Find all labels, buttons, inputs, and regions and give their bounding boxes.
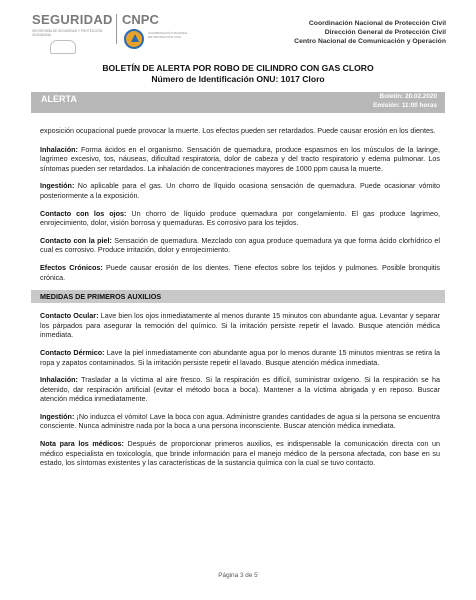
alert-banner [31, 92, 445, 113]
paragraph-text: Lave bien los ojos inmediatamente al menos durante 15 minutos con abundante agua. Levantar y separar los párpados para asegurar la remoción del químico. Si la irritación persiste repetir el lavado. Busque atención médica inmediata. [40, 311, 440, 340]
paragraph-lead: Ingestión: [40, 181, 75, 191]
paragraph-text: Forma ácidos en el organismo. Sensación de quemadura, produce espasmos en los músculos de la laringe, lagrimeo excesivo, tos, náuseas, dificultad respiratoria, dolor de cabeza y del tracto respiratorio y edema pulmonar. Los síntomas pueden ser retardados. La inhalación de concentraciones mayores de 1000 ppm causa la muerte. [40, 144, 440, 173]
paragraph-lead: Ingestión: [40, 411, 75, 421]
document-subtitle: Número de Identificación ONU: 1017 Cloro [151, 74, 325, 84]
alert-label: ALERTA [41, 94, 77, 104]
paragraph-lead: Nota para los médicos: [40, 439, 124, 449]
paragraph-lead: Contacto Dérmico: [40, 347, 105, 357]
logo-divider [116, 14, 117, 44]
page-number: Página 3 de 5 [218, 572, 258, 579]
paragraph [40, 412, 440, 431]
document-body [40, 126, 440, 476]
section-title: MEDIDAS DE PRIMEROS AUXILIOS [40, 292, 162, 302]
page-header [0, 0, 476, 58]
paragraph-text: Lave la piel inmediatamente con abundante agua por lo menos durante 15 minutos mientras se retira la ropa y zapatos contaminados. Si la irritación persiste repetir el lavado. Busque atención médica inmediata. [40, 347, 440, 367]
section-header [31, 290, 445, 303]
paragraph [40, 145, 440, 174]
logo-seguridad: SEGURIDAD [32, 12, 113, 27]
paragraph-text: Sensación de quemadura. Mezclado con agua produce quemadura ya que forma ácido clorhídrico el cual es corrosivo. Produce irritación, dolor y enrojecimiento. [40, 235, 441, 255]
alert-meta [373, 93, 437, 110]
paragraph [40, 126, 440, 136]
logo-cnpc: CNPC [122, 12, 159, 27]
paragraph-text: exposición ocupacional puede provocar la muerte. Los efectos pueden ser retardados. Puede causar erosión en los dientes. [40, 126, 436, 135]
paragraph-text: No aplicable para el gas. Un chorro de líquido ocasiona sensación de quemadura. Puede ocasionar vómito posteriormente a la exposición. [40, 181, 440, 200]
paragraph [40, 375, 440, 404]
title-block [0, 63, 476, 84]
paragraph-lead: Contacto con la piel: [40, 235, 112, 245]
paragraph-text: Un chorro de líquido produce quemadura por congelamiento. El gas produce lagrimeo, enrojecimiento, dolor, visión borrosa y quemaduras. Es corrosivo para los tejidos. [40, 208, 440, 228]
emission-time: Emisión: 11:00 horas [373, 101, 437, 109]
organization-block [294, 19, 446, 47]
paragraph [40, 209, 440, 228]
paragraph-text: Después de proporcionar primeros auxilios, es indispensable la comunicación directa con un médico especialista en toxicología, que brinde información para el manejo médico de la persona afectada, con base en su estado, los síntomas existentes y las características de la sustancia química con la cual se tuvo contacto. [40, 439, 440, 468]
document-title: BOLETÍN DE ALERTA POR ROBO DE CILINDRO CON GAS CLORO [102, 63, 374, 73]
agency-logos [32, 12, 188, 52]
civil-protection-icon [124, 29, 144, 49]
logo-cnpc-subtitle: COORDINACIÓN NACIONAL DE PROTECCIÓN CIVIL [148, 31, 188, 39]
paragraph [40, 439, 440, 468]
paragraph [40, 311, 440, 340]
paragraph-text: Puede causar erosión de los dientes. Tiene efectos sobre los tejidos y pulmones. Posible bronquitis crónica. [40, 262, 440, 282]
paragraph-text: Trasladar a la víctima al aire fresco. Si la respiración es difícil, suministrar oxígeno. Si la respiración se ha detenido, dar respiración artificial (evitar el método boca a boca). Mantener a la víctima abrigada y en reposo. Buscar atención médica inmediatamente. [40, 375, 440, 404]
paragraph [40, 236, 440, 255]
org-line: Coordinación Nacional de Protección Civil [308, 20, 446, 27]
paragraph-lead: Inhalación: [40, 375, 78, 385]
paragraph-lead: Efectos Crónicos: [40, 262, 103, 272]
paragraph [40, 181, 440, 200]
mexico-crest-icon [50, 40, 76, 54]
bulletin-date: Boletín: 20.02.2020 [379, 93, 437, 100]
paragraph-text: ¡No induzca el vómito! Lave la boca con agua. Administre grandes cantidades de agua si la persona se encuentra consciente. Nunca administre nada por la boca a una persona inconsciente. Buscar atención médica inmediata. [40, 411, 440, 431]
paragraph [40, 348, 440, 367]
paragraph [40, 263, 440, 282]
paragraph-lead: Inhalación: [40, 144, 78, 154]
org-line: Centro Nacional de Comunicación y Operación [294, 38, 446, 46]
paragraph-lead: Contacto con los ojos: [40, 208, 127, 218]
org-line: Dirección General de Protección Civil [324, 29, 446, 37]
logo-seguridad-subtitle: SECRETARÍA DE SEGURIDAD Y PROTECCIÓN CIUDADANA [32, 29, 103, 37]
paragraph-lead: Contacto Ocular: [40, 311, 99, 321]
